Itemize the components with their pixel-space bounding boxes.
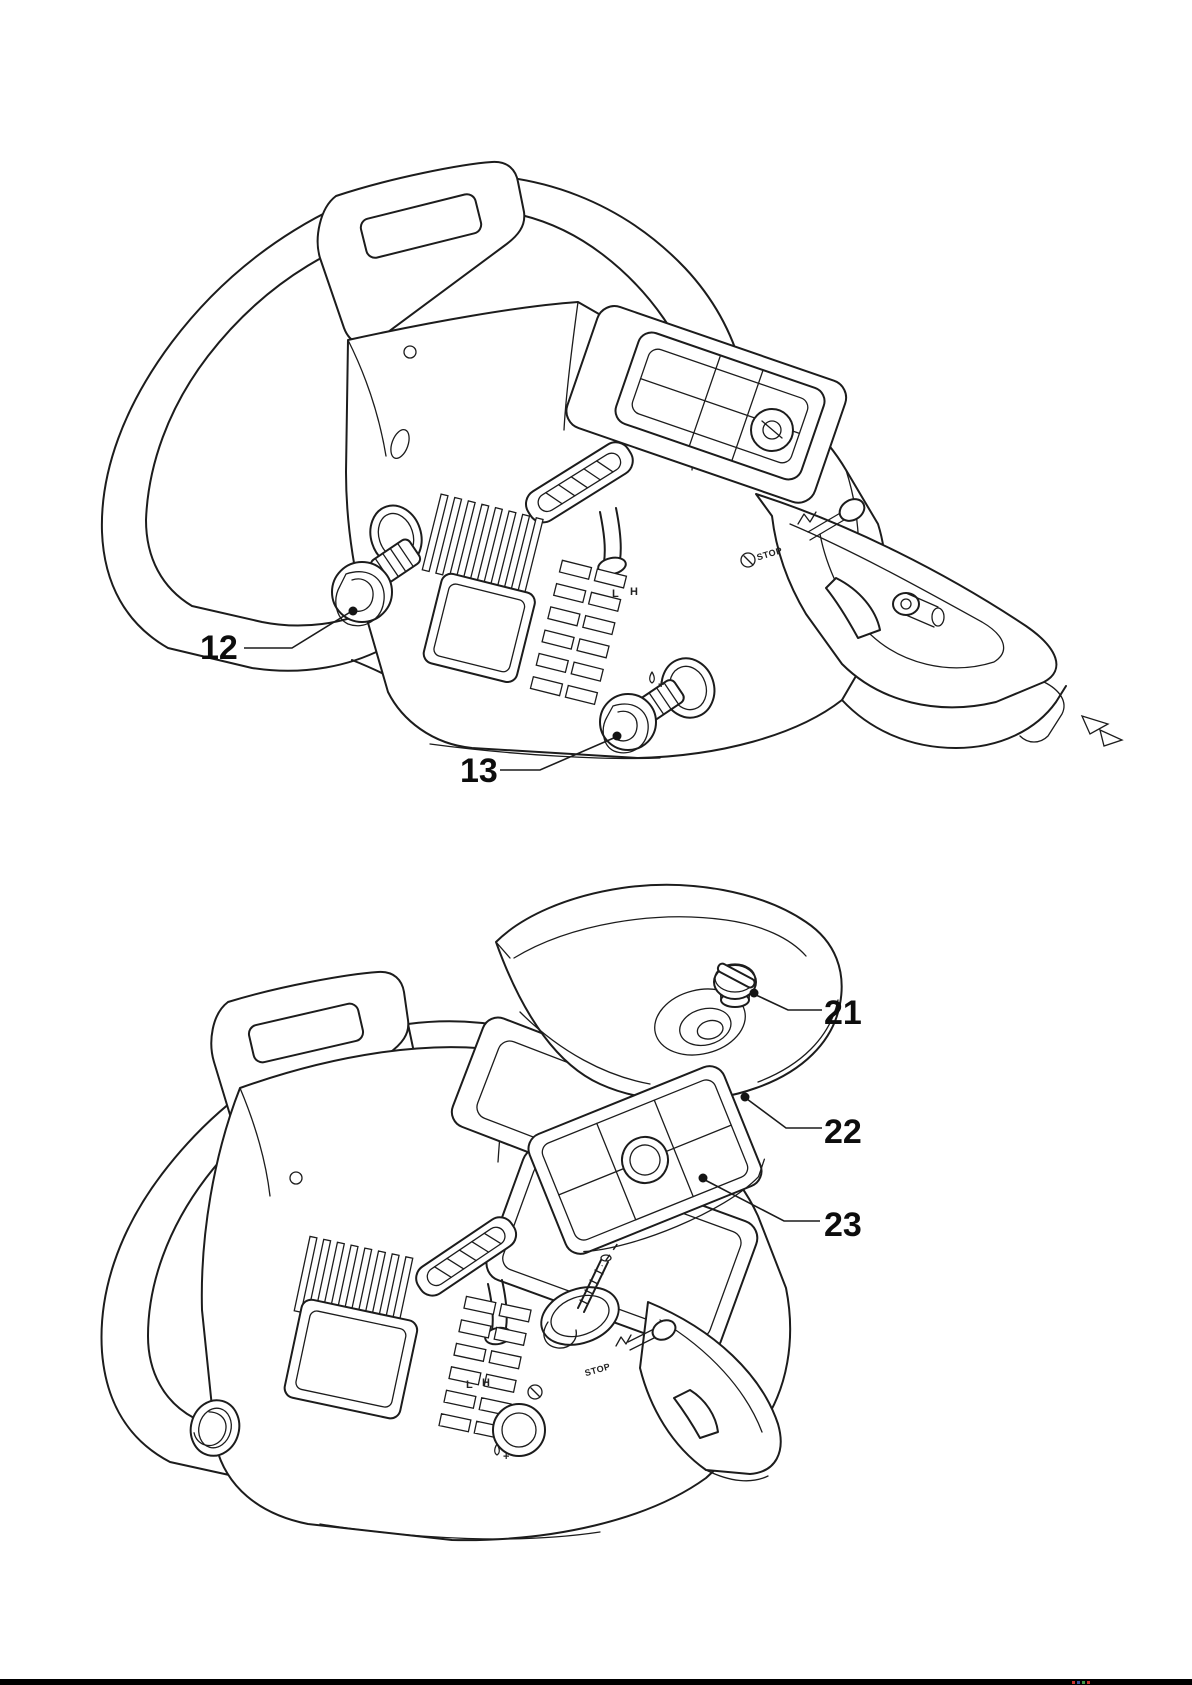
oil-filler-bore-b bbox=[493, 1404, 545, 1456]
callout-21-label: 21 bbox=[824, 994, 862, 1032]
figure-top-chainsaw bbox=[102, 162, 1122, 790]
cover-knob-part-21 bbox=[714, 962, 756, 1007]
callout-12-label: 12 bbox=[200, 629, 238, 667]
stop-marking: STOP bbox=[755, 545, 784, 563]
figure-bottom-chainsaw bbox=[102, 885, 862, 1540]
callout-13-label: 13 bbox=[460, 752, 498, 790]
oil-plus-marking-b: + bbox=[503, 1451, 510, 1463]
callout-22-label: 22 bbox=[824, 1113, 862, 1151]
carb-h-marking-b: H bbox=[482, 1377, 490, 1389]
body-screw-b bbox=[290, 1172, 302, 1184]
oil-plus-marking: + bbox=[658, 679, 665, 691]
body-screw bbox=[404, 346, 416, 358]
stop-marking-b: STOP bbox=[583, 1361, 612, 1379]
footer-rule bbox=[0, 1679, 1192, 1685]
carb-h-marking: H bbox=[630, 586, 638, 598]
chain-catcher bbox=[1082, 716, 1122, 746]
carb-l-marking: L bbox=[612, 588, 619, 600]
callout-22 bbox=[741, 1093, 862, 1152]
callout-23-label: 23 bbox=[824, 1206, 862, 1244]
carb-l-marking-b: L bbox=[466, 1379, 473, 1391]
